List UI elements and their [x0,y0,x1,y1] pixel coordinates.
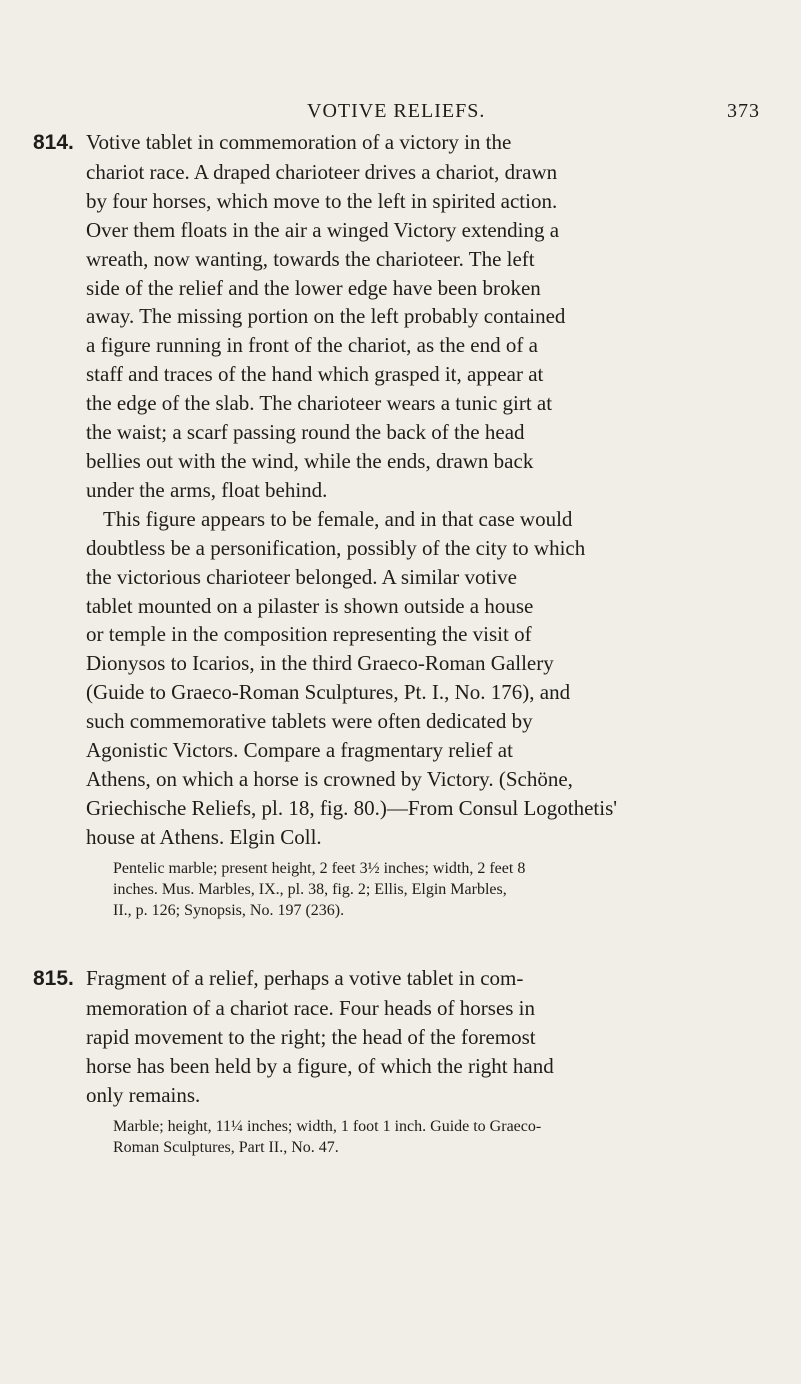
text-line: Dionysos to Icarios, in the third Graeco-Roman Gallery [86,651,554,676]
text-line: Athens, on which a horse is crowned by Victory. (Schöne, [86,766,573,791]
text-line: by four horses, which move to the left in spirited action. [86,188,558,213]
text-line: bellies out with the wind, while the ends, drawn back [86,448,534,473]
text-line: such commemorative tablets were often dedicated by [86,709,533,734]
note-line: Marble; height, 11¼ inches; width, 1 foot 1 inch. Guide to Graeco- [113,1117,542,1135]
catalogue-entry-814 [33,128,763,921]
text-line: side of the relief and the lower edge have been broken [86,275,541,300]
catalogue-entry-815 [33,964,763,1158]
text-line: staff and traces of the hand which grasped it, appear at [86,362,544,387]
running-head [0,100,801,124]
text-line: under the arms, float behind. [86,477,328,502]
text-line: 815. Fragment of a relief, perhaps a votive tablet in com- [33,964,763,994]
running-title: VOTIVE RELIEFS. [307,100,486,122]
text-line: tablet mounted on a pilaster is shown outside a house [86,593,534,618]
text-line: the edge of the slab. The charioteer wears a tunic girt at [86,391,553,416]
text-line: This figure appears to be female, and in that case would [103,506,573,531]
text-line: the victorious charioteer belonged. A similar votive [86,564,517,589]
note-line: inches. Mus. Marbles, IX., pl. 38, fig. 2; Ellis, Elgin Marbles, [113,880,507,898]
entry-description [33,964,763,1110]
text-line: (Guide to Graeco-Roman Sculptures, Pt. I., No. 176), and [86,680,571,705]
text-line: Griechische Reliefs, pl. 18, fig. 80.)—From Consul Logothetis' [86,795,618,820]
text-line: horse has been held by a figure, of which the right hand [86,1053,554,1078]
text-line: rapid movement to the right; the head of the foremost [86,1024,536,1049]
text-line: Over them floats in the air a winged Victory extending a [86,217,560,242]
page-number: 373 [727,100,760,122]
text-line: chariot race. A draped charioteer drives a chariot, drawn [86,159,558,184]
text-line: memoration of a chariot race. Four heads of horses in [86,995,536,1020]
text-line: the waist; a scarf passing round the back of the head [86,420,525,445]
text-line: wreath, now wanting, towards the charioteer. The left [86,246,535,271]
text-line: a figure running in front of the chariot, as the end of a [86,333,538,358]
text-line: only remains. [86,1082,201,1107]
entry-number: 814. [33,131,74,154]
entry-number: 815. [33,967,74,990]
note-line: II., p. 126; Synopsis, No. 197 (236). [113,901,345,919]
note-line: Pentelic marble; present height, 2 feet 3½ inches; width, 2 feet 8 [113,859,526,877]
entry-note [33,858,763,921]
text-line: house at Athens. Elgin Coll. [86,824,322,849]
text-line: 814. Votive tablet in commemoration of a victory in the [33,128,763,158]
text-line: doubtless be a personification, possibly of the city to which [86,535,586,560]
text-line: away. The missing portion on the left probably contained [86,304,566,329]
entry-description [33,128,763,852]
entry-note [33,1116,763,1158]
text-line: or temple in the composition representing the visit of [86,622,532,647]
note-line: Roman Sculptures, Part II., No. 47. [113,1138,339,1156]
text-line: Agonistic Victors. Compare a fragmentary relief at [86,738,513,763]
